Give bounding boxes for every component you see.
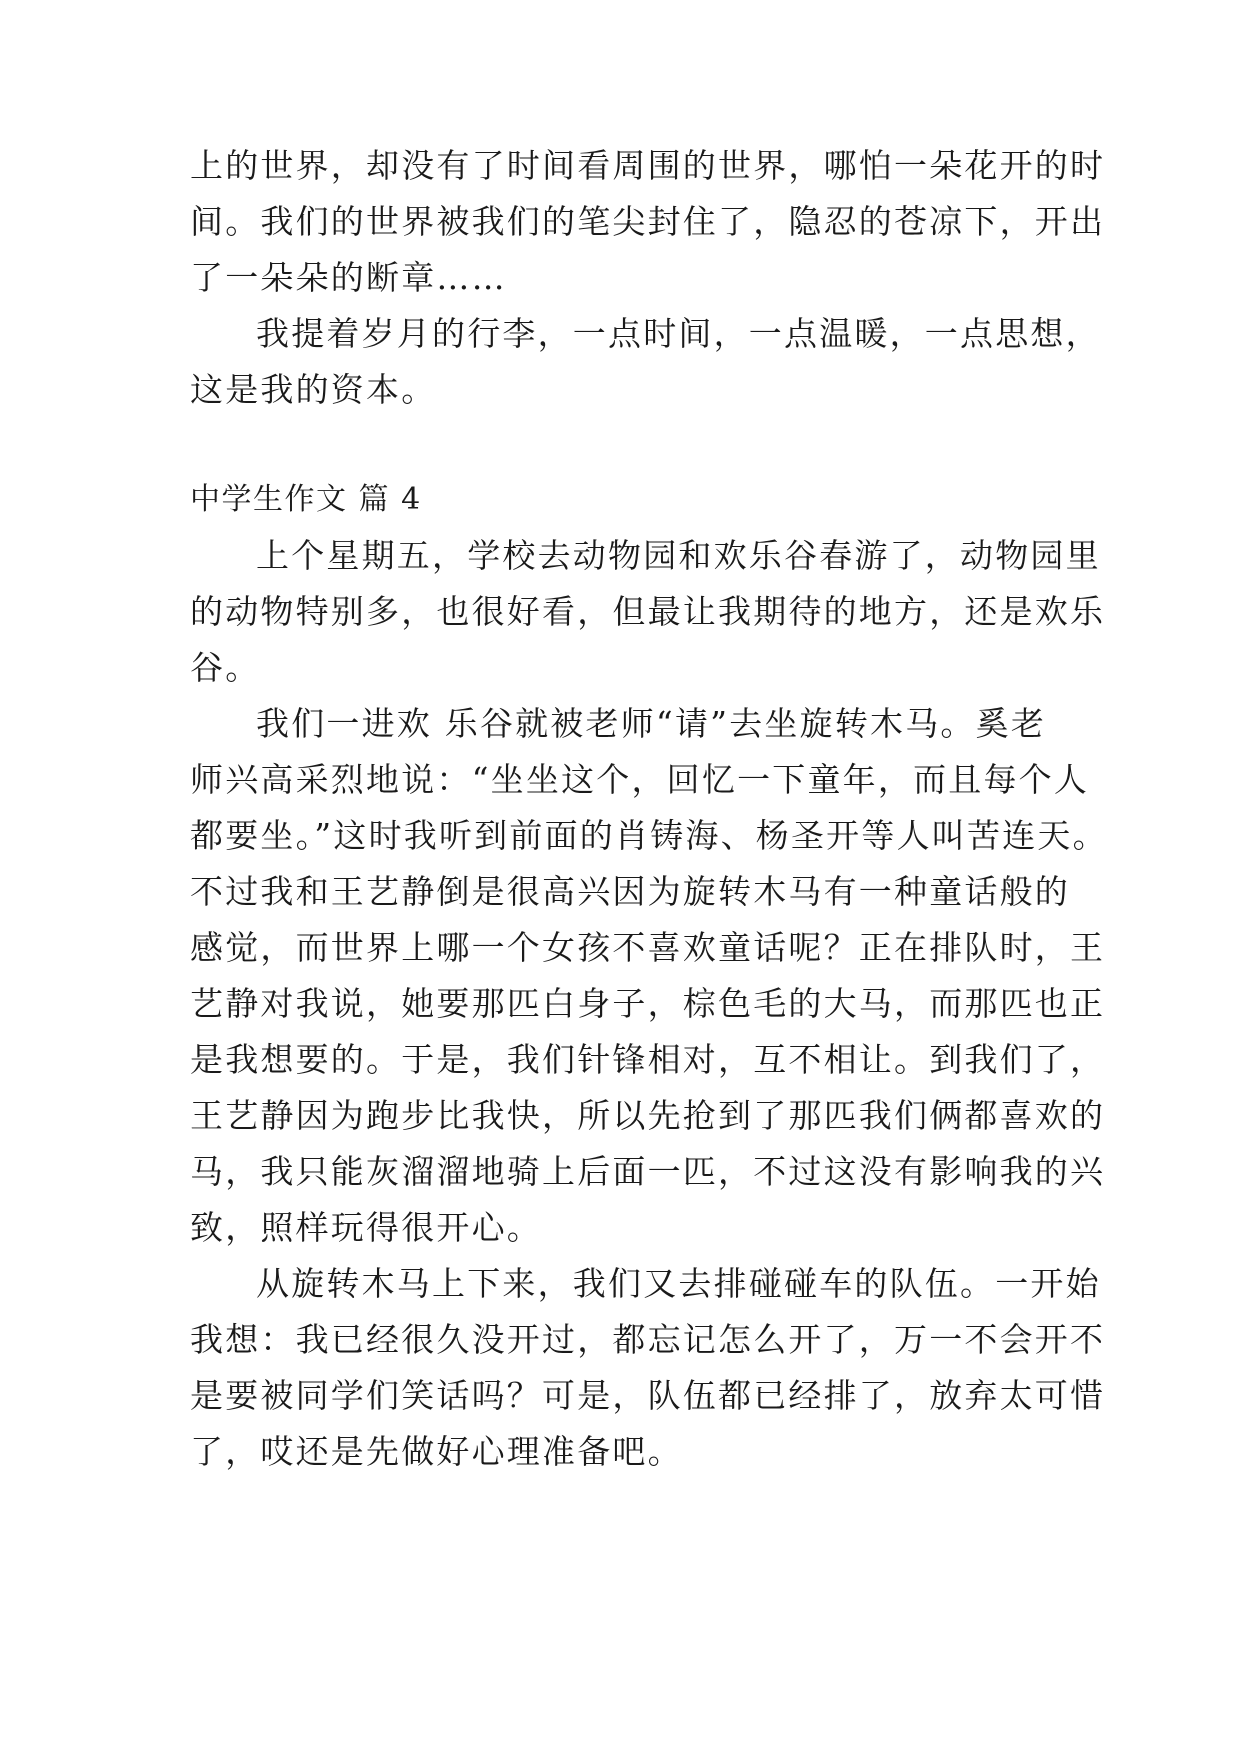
section-heading: 中学生作文 篇 4 <box>190 482 422 517</box>
paragraph-line: 了一朵朵的断章…… <box>190 258 507 297</box>
paragraph-line: 我们一进欢 乐谷就被老师“请”去坐旋转木马。奚老 <box>256 704 1047 743</box>
paragraph-line: 我想：我已经很久没开过，都忘记怎么开了，万一不会开不 <box>190 1320 1106 1359</box>
paragraph-line: 是我想要的。于是，我们针锋相对，互不相让。到我们了， <box>190 1040 1106 1079</box>
paragraph-line: 从旋转木马上下来，我们又去排碰碰车的队伍。一开始 <box>256 1264 1101 1303</box>
paragraph-line: 间。我们的世界被我们的笔尖封住了，隐忍的苍凉下，开出 <box>190 202 1106 241</box>
paragraph-line: 都要坐。”这时我听到前面的肖铸海、杨圣开等人叫苦连天。 <box>190 816 1108 855</box>
paragraph-line: 的动物特别多，也很好看，但最让我期待的地方，还是欢乐 <box>190 592 1106 631</box>
paragraph-line: 艺静对我说，她要那匹白身子，棕色毛的大马，而那匹也正 <box>190 984 1106 1023</box>
paragraph-line: 上的世界，却没有了时间看周围的世界，哪怕一朵花开的时 <box>190 146 1106 185</box>
paragraph-line: 王艺静因为跑步比我快，所以先抢到了那匹我们俩都喜欢的 <box>190 1096 1106 1135</box>
paragraph-line: 是要被同学们笑话吗？可是，队伍都已经排了，放弃太可惜 <box>190 1376 1106 1415</box>
paragraph-line: 谷。 <box>190 648 261 687</box>
paragraph-line: 师兴高采烈地说：“坐坐这个，回忆一下童年，而且每个人 <box>190 760 1090 799</box>
paragraph-line: 这是我的资本。 <box>190 370 437 409</box>
paragraph-line: 我提着岁月的行李，一点时间，一点温暖，一点思想， <box>256 314 1101 353</box>
paragraph-line: 了，哎还是先做好心理准备吧。 <box>190 1432 683 1471</box>
paragraph-line: 致，照样玩得很开心。 <box>190 1208 542 1247</box>
paragraph-line: 上个星期五，学校去动物园和欢乐谷春游了，动物园里 <box>256 536 1101 575</box>
paragraph-line: 感觉，而世界上哪一个女孩不喜欢童话呢？正在排队时，王 <box>190 928 1106 967</box>
paragraph-line: 不过我和王艺静倒是很高兴因为旋转木马有一种童话般的 <box>190 872 1070 911</box>
paragraph-line: 马，我只能灰溜溜地骑上后面一匹，不过这没有影响我的兴 <box>190 1152 1106 1191</box>
